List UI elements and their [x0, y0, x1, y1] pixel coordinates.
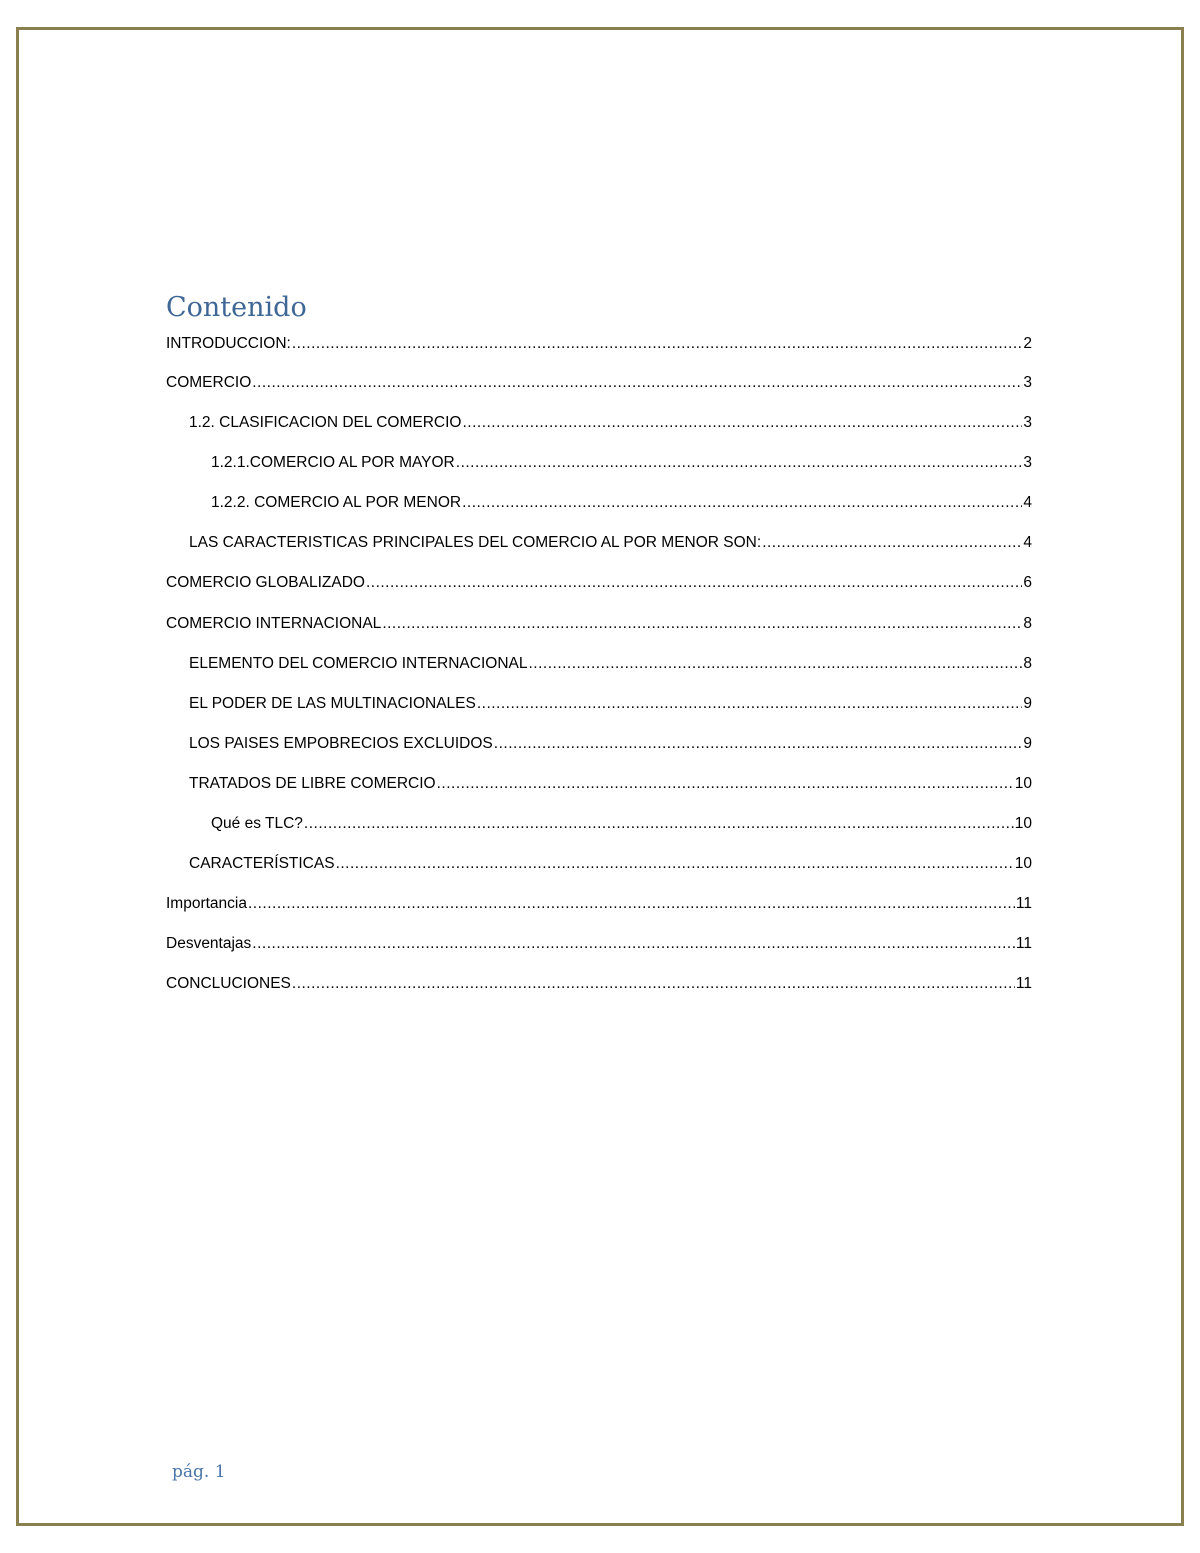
toc-entry[interactable] [166, 527, 1032, 567]
toc-entry-page: 11 [1015, 975, 1032, 993]
toc-entry-text: Qué es TLC? [211, 815, 303, 833]
toc-entry[interactable] [166, 688, 1032, 728]
toc-entry[interactable] [166, 487, 1032, 527]
toc-dot-leader [762, 527, 1022, 559]
toc-dot-leader [336, 848, 1014, 880]
toc-entry-text: LAS CARACTERISTICAS PRINCIPALES DEL COMERCIO AL POR MENOR SON: [189, 534, 762, 552]
toc-dot-leader [456, 447, 1023, 479]
table-of-contents [166, 288, 1032, 1009]
toc-entry-page: 3 [1023, 414, 1032, 432]
toc-entry[interactable] [166, 808, 1032, 848]
toc-entry-page: 6 [1023, 574, 1032, 592]
toc-entry-text: Desventajas [166, 935, 252, 953]
toc-entry-text: 1.2. CLASIFICACION DEL COMERCIO [189, 414, 462, 432]
toc-entry-page: 10 [1014, 815, 1032, 833]
toc-dot-leader [252, 928, 1015, 960]
toc-dot-leader [494, 728, 1023, 760]
toc-dot-leader [477, 688, 1023, 720]
toc-list [166, 328, 1032, 1009]
toc-entry[interactable] [166, 567, 1032, 607]
toc-entry-text: CONCLUCIONES [166, 975, 291, 993]
toc-entry[interactable] [166, 968, 1032, 1008]
toc-entry-text: COMERCIO INTERNACIONAL [166, 614, 382, 632]
toc-dot-leader [304, 808, 1014, 840]
toc-entry-text: 1.2.1.COMERCIO AL POR MAYOR [211, 454, 455, 472]
toc-entry[interactable] [166, 888, 1032, 928]
toc-entry-page: 4 [1023, 494, 1032, 512]
toc-dot-leader [248, 888, 1015, 920]
toc-entry-page: 3 [1023, 454, 1032, 472]
toc-entry[interactable] [166, 928, 1032, 968]
toc-entry[interactable] [166, 447, 1032, 487]
toc-entry-text: COMERCIO GLOBALIZADO [166, 574, 365, 592]
toc-entry-page: 2 [1023, 335, 1032, 352]
toc-entry[interactable] [166, 728, 1032, 768]
toc-entry[interactable] [166, 367, 1032, 407]
toc-entry-page: 11 [1015, 935, 1032, 953]
toc-entry[interactable] [166, 608, 1032, 648]
toc-entry-text: INTRODUCCION: [166, 335, 291, 352]
toc-dot-leader [462, 487, 1022, 519]
toc-entry-page: 9 [1023, 734, 1032, 752]
toc-entry-page: 10 [1014, 774, 1032, 792]
toc-dot-leader [252, 367, 1022, 399]
toc-dot-leader [437, 768, 1014, 800]
toc-dot-leader [462, 407, 1022, 439]
toc-entry-page: 3 [1023, 374, 1032, 391]
toc-entry-text: TRATADOS DE LIBRE COMERCIO [189, 774, 436, 792]
toc-entry-text: ELEMENTO DEL COMERCIO INTERNACIONAL [189, 654, 528, 672]
toc-entry-page: 10 [1014, 855, 1032, 873]
toc-entry[interactable] [166, 407, 1032, 447]
toc-entry-page: 8 [1023, 614, 1032, 632]
toc-entry-page: 4 [1023, 534, 1032, 552]
toc-entry-text: LOS PAISES EMPOBRECIOS EXCLUIDOS [189, 734, 493, 752]
toc-entry[interactable] [166, 328, 1032, 367]
toc-entry-text: 1.2.2. COMERCIO AL POR MENOR [211, 494, 462, 512]
toc-dot-leader [292, 968, 1015, 1000]
toc-entry-text: EL PODER DE LAS MULTINACIONALES [189, 694, 476, 712]
toc-dot-leader [292, 328, 1023, 360]
toc-entry-page: 8 [1023, 654, 1032, 672]
toc-dot-leader [366, 567, 1022, 599]
toc-entry-text: COMERCIO [166, 374, 252, 391]
toc-entry[interactable] [166, 648, 1032, 688]
toc-dot-leader [528, 648, 1022, 680]
toc-entry-text: CARACTERÍSTICAS [189, 855, 335, 873]
footer-page-number: pág. 1 [172, 1462, 226, 1482]
toc-dot-leader [382, 608, 1022, 640]
toc-entry[interactable] [166, 848, 1032, 888]
toc-entry-page: 11 [1015, 895, 1032, 913]
toc-entry-page: 9 [1023, 694, 1032, 712]
toc-entry[interactable] [166, 768, 1032, 808]
toc-title: Contenido [166, 292, 307, 323]
toc-entry-text: Importancia [166, 895, 247, 913]
